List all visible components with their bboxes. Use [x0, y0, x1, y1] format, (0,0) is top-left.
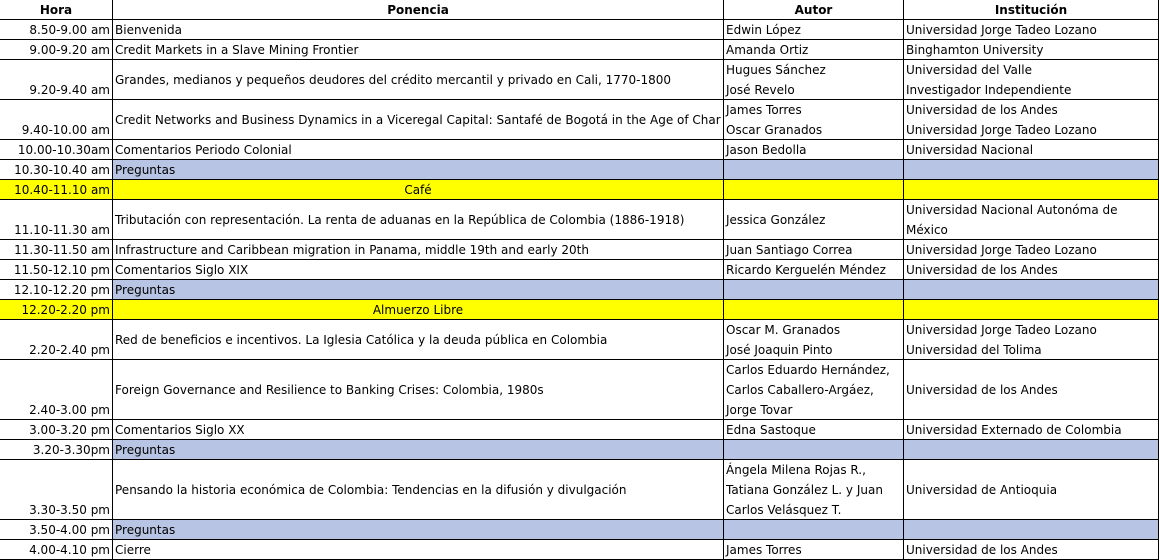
autor-cell[interactable] — [723, 40, 903, 60]
autor-cell[interactable] — [723, 240, 903, 260]
header-row — [0, 0, 1159, 20]
institucion-cell[interactable] — [903, 20, 1159, 40]
hora-text: 10.40-11.10 am — [14, 183, 110, 197]
header-hora[interactable]: Hora — [0, 0, 112, 20]
institucion-cell[interactable] — [903, 420, 1159, 440]
ponencia-text: Credit Markets in a Slave Mining Frontier — [115, 43, 359, 57]
ponencia-text: Comentarios Siglo XX — [115, 423, 245, 437]
autor-text: Oscar Granados — [726, 123, 823, 137]
institucion-text: Universidad del Valle — [906, 63, 1032, 77]
hora-text: 3.00-3.20 pm — [29, 423, 110, 437]
ponencia-cell[interactable] — [112, 60, 723, 100]
ponencia-cell[interactable] — [112, 100, 723, 140]
autor-text: Jorge Tovar — [726, 403, 793, 417]
ponencia-cell[interactable] — [112, 300, 723, 320]
autor-text: Jessica González — [726, 213, 826, 227]
hora-text: 3.20-3.30pm — [32, 443, 110, 457]
ponencia-cell[interactable] — [112, 160, 723, 180]
ponencia-cell[interactable] — [112, 140, 723, 160]
table-row — [0, 20, 1159, 40]
table-row — [0, 160, 1159, 180]
autor-text: Oscar M. Granados — [726, 323, 841, 337]
institucion-cell[interactable] — [903, 100, 1159, 140]
ponencia-cell[interactable] — [112, 440, 723, 460]
autor-cell[interactable] — [723, 280, 903, 300]
ponencia-cell[interactable] — [112, 460, 723, 520]
autor-cell[interactable] — [723, 200, 903, 240]
table-row — [0, 320, 1159, 360]
hora-cell[interactable] — [0, 260, 112, 280]
table-row — [0, 180, 1159, 200]
hora-text: 8.50-9.00 am — [29, 23, 110, 37]
header-autor[interactable]: Autor — [723, 0, 903, 20]
autor-text: Ricardo Kerguelén Méndez — [726, 263, 886, 277]
institucion-text: México — [906, 223, 948, 237]
hora-cell[interactable] — [0, 440, 112, 460]
institucion-cell[interactable] — [903, 540, 1159, 560]
hora-text: 9.20-9.40 am — [29, 83, 110, 97]
ponencia-text: Tributación con representación. La renta de aduanas en la República de Colombia (1886-1918) — [115, 213, 685, 227]
institucion-cell[interactable] — [903, 260, 1159, 280]
autor-text: James Torres — [726, 103, 802, 117]
institucion-text: Universidad Jorge Tadeo Lozano — [906, 23, 1097, 37]
hora-cell[interactable] — [0, 540, 112, 560]
table-row — [0, 260, 1159, 280]
hora-text: 11.10-11.30 am — [14, 223, 110, 237]
ponencia-cell[interactable] — [112, 180, 723, 200]
autor-text: Jason Bedolla — [726, 143, 807, 157]
institucion-text: Universidad Jorge Tadeo Lozano — [906, 323, 1097, 337]
autor-cell[interactable] — [723, 360, 903, 420]
autor-text: Carlos Velásquez T. — [726, 503, 842, 517]
autor-cell[interactable] — [723, 440, 903, 460]
ponencia-text: Preguntas — [115, 283, 176, 297]
table-row — [0, 140, 1159, 160]
ponencia-text: Red de beneficios e incentivos. La Iglesia Católica y la deuda pública en Colombia — [115, 333, 608, 347]
hora-cell[interactable] — [0, 20, 112, 40]
autor-cell[interactable] — [723, 460, 903, 520]
ponencia-cell[interactable] — [112, 20, 723, 40]
ponencia-text: Comentarios Siglo XIX — [115, 263, 249, 277]
institucion-cell[interactable] — [903, 360, 1159, 420]
table-row — [0, 40, 1159, 60]
table-row — [0, 460, 1159, 520]
institucion-text: Universidad de los Andes — [906, 543, 1058, 557]
table-row — [0, 540, 1159, 560]
table-row — [0, 440, 1159, 460]
hora-cell[interactable] — [0, 240, 112, 260]
autor-text: Edwin López — [726, 23, 801, 37]
ponencia-text: Preguntas — [115, 163, 176, 177]
hora-text: 11.50-12.10 pm — [13, 263, 110, 277]
autor-cell[interactable] — [723, 540, 903, 560]
hora-cell[interactable] — [0, 420, 112, 440]
institucion-text: Universidad de los Andes — [906, 263, 1058, 277]
hora-cell[interactable] — [0, 60, 112, 100]
ponencia-text: Infrastructure and Caribbean migration in Panama, middle 19th and early 20th — [115, 243, 589, 257]
autor-text: José Joaquin Pinto — [726, 343, 833, 357]
table-row — [0, 60, 1159, 100]
header-institucion[interactable]: Institución — [903, 0, 1159, 20]
institucion-cell[interactable] — [903, 520, 1159, 540]
ponencia-text: Comentarios Periodo Colonial — [115, 143, 292, 157]
header-ponencia[interactable]: Ponencia — [112, 0, 723, 20]
institucion-text: Universidad de los Andes — [906, 103, 1058, 117]
institucion-cell[interactable] — [903, 300, 1159, 320]
hora-text: 4.00-4.10 pm — [29, 543, 110, 557]
autor-text: Carlos Eduardo Hernández, — [726, 363, 890, 377]
ponencia-cell[interactable] — [112, 260, 723, 280]
table-row — [0, 360, 1159, 420]
hora-cell[interactable] — [0, 200, 112, 240]
table-row — [0, 100, 1159, 140]
hora-text: 10.30-10.40 am — [14, 163, 110, 177]
ponencia-cell[interactable] — [112, 540, 723, 560]
institucion-cell[interactable] — [903, 140, 1159, 160]
institucion-cell[interactable] — [903, 460, 1159, 520]
institucion-text: Universidad de Antioquia — [906, 483, 1058, 497]
ponencia-text: Almuerzo Libre — [372, 303, 464, 317]
institucion-cell[interactable] — [903, 280, 1159, 300]
ponencia-text: Credit Networks and Business Dynamics in a Viceregal Capital: Santafé de Bogotá in the Age of Char — [115, 113, 721, 127]
hora-cell[interactable] — [0, 520, 112, 540]
table-row — [0, 240, 1159, 260]
institucion-cell[interactable] — [903, 440, 1159, 460]
ponencia-text: Preguntas — [115, 443, 176, 457]
institucion-text: Universidad Jorge Tadeo Lozano — [906, 123, 1097, 137]
autor-text: James Torres — [726, 543, 802, 557]
ponencia-cell[interactable] — [112, 40, 723, 60]
institucion-cell[interactable] — [903, 200, 1159, 240]
autor-cell[interactable] — [723, 420, 903, 440]
ponencia-cell[interactable] — [112, 280, 723, 300]
autor-cell[interactable] — [723, 140, 903, 160]
institucion-cell[interactable] — [903, 180, 1159, 200]
hora-cell[interactable] — [0, 280, 112, 300]
institucion-text: Universidad Jorge Tadeo Lozano — [906, 243, 1097, 257]
table-row — [0, 520, 1159, 540]
hora-text: 3.50-4.00 pm — [29, 523, 110, 537]
hora-text: 11.30-11.50 am — [14, 243, 110, 257]
institucion-cell[interactable] — [903, 40, 1159, 60]
hora-cell[interactable] — [0, 180, 112, 200]
autor-cell[interactable] — [723, 100, 903, 140]
institucion-text: Universidad Nacional Autonóma de — [906, 203, 1118, 217]
hora-cell[interactable] — [0, 320, 112, 360]
ponencia-cell[interactable] — [112, 240, 723, 260]
ponencia-text: Preguntas — [115, 523, 176, 537]
institucion-cell[interactable] — [903, 60, 1159, 100]
institucion-text: Universidad de los Andes — [906, 383, 1058, 397]
institucion-cell[interactable] — [903, 240, 1159, 260]
autor-text: Hugues Sánchez — [726, 63, 826, 77]
autor-text: Edna Sastoque — [726, 423, 816, 437]
hora-cell[interactable] — [0, 300, 112, 320]
autor-cell[interactable] — [723, 180, 903, 200]
ponencia-cell[interactable] — [112, 420, 723, 440]
hora-text: 12.20-2.20 pm — [21, 303, 110, 317]
hora-cell[interactable] — [0, 160, 112, 180]
institucion-text: Universidad Externado de Colombia — [906, 423, 1122, 437]
ponencia-cell[interactable] — [112, 520, 723, 540]
ponencia-cell[interactable] — [112, 200, 723, 240]
hora-text: 9.00-9.20 am — [29, 43, 110, 57]
autor-cell[interactable] — [723, 300, 903, 320]
table-row — [0, 420, 1159, 440]
ponencia-text: Cierre — [115, 543, 151, 557]
ponencia-text: Foreign Governance and Resilience to Banking Crises: Colombia, 1980s — [115, 383, 544, 397]
autor-cell[interactable] — [723, 20, 903, 40]
institucion-cell[interactable] — [903, 320, 1159, 360]
table-row — [0, 300, 1159, 320]
hora-cell[interactable] — [0, 100, 112, 140]
hora-cell[interactable] — [0, 40, 112, 60]
hora-cell[interactable] — [0, 140, 112, 160]
autor-cell[interactable] — [723, 260, 903, 280]
autor-text: José Revelo — [726, 83, 795, 97]
institucion-cell[interactable] — [903, 160, 1159, 180]
autor-text: Carlos Caballero-Argáez, — [726, 383, 874, 397]
autor-text: Tatiana González L. y Juan — [726, 483, 883, 497]
autor-text: Amanda Ortiz — [726, 43, 809, 57]
hora-text: 2.20-2.40 pm — [29, 343, 110, 357]
autor-cell[interactable] — [723, 60, 903, 100]
hora-text: 2.40-3.00 pm — [29, 403, 110, 417]
institucion-text: Universidad del Tolima — [906, 343, 1042, 357]
ponencia-text: Pensando la historia económica de Colombia: Tendencias en la difusión y divulgación — [115, 483, 627, 497]
autor-cell[interactable] — [723, 320, 903, 360]
institucion-text: Binghamton University — [906, 43, 1044, 57]
autor-cell[interactable] — [723, 160, 903, 180]
autor-text: Ángela Milena Rojas R., — [726, 463, 866, 477]
autor-cell[interactable] — [723, 520, 903, 540]
hora-text: 3.30-3.50 pm — [29, 503, 110, 517]
autor-text: Juan Santiago Correa — [726, 243, 853, 257]
table-row — [0, 280, 1159, 300]
hora-text: 10.00-10.30am — [17, 143, 110, 157]
institucion-text: Universidad Nacional — [906, 143, 1034, 157]
hora-text: 12.10-12.20 pm — [13, 283, 110, 297]
ponencia-cell[interactable] — [112, 320, 723, 360]
hora-cell[interactable] — [0, 360, 112, 420]
hora-text: 9.40-10.00 am — [21, 123, 110, 137]
ponencia-text: Café — [404, 183, 432, 197]
ponencia-text: Bienvenida — [115, 23, 182, 37]
institucion-text: Investigador Independiente — [906, 83, 1072, 97]
table-row — [0, 200, 1159, 240]
ponencia-text: Grandes, medianos y pequeños deudores del crédito mercantil y privado en Cali, 1770-1800 — [115, 73, 672, 87]
hora-cell[interactable] — [0, 460, 112, 520]
ponencia-cell[interactable] — [112, 360, 723, 420]
